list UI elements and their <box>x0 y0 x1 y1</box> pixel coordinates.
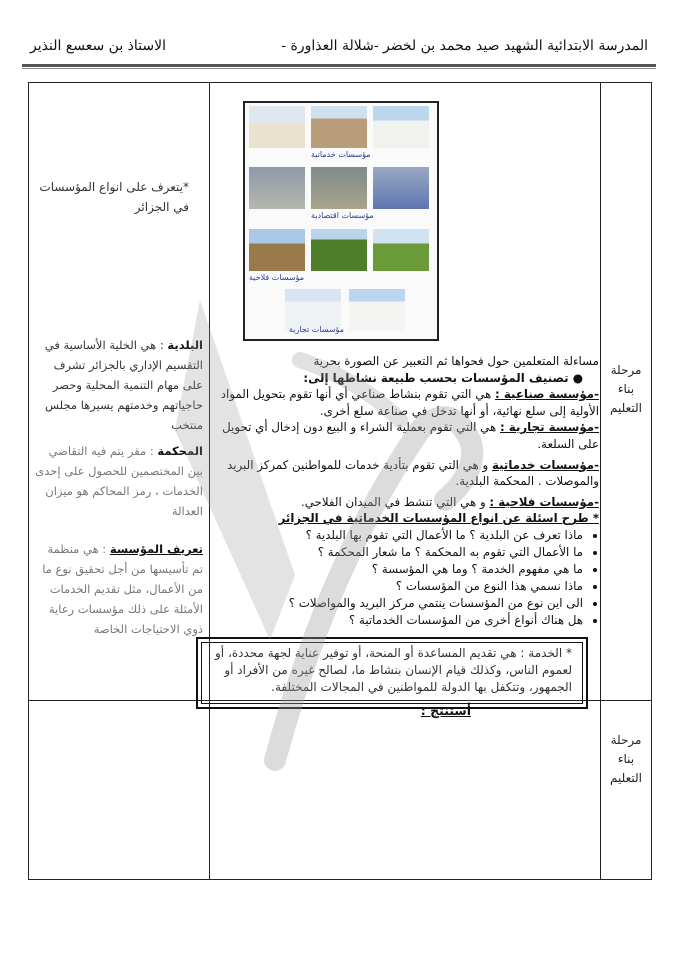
intro-line: مساءلة المتعلمين حول فحواها ثم التعبير عن الصورة بحرية <box>313 354 599 368</box>
page-header <box>30 38 648 60</box>
conclusion-text: * الخدمة : هي تقديم المساعدة أو المنحة، أو توفير عناية لجهة محددة، أو لعموم الناس، وكذلك قيام الإنسان بنشاط ما، لصالح غيره من الأفراد أو الجمهور، وتتكفل بها الدولة للمواطنين في المجالات المختلفة. <box>201 642 583 704</box>
mahkama-text: : مقر يتم فيه التقاضي بين المختصمين للحصول على إحدى الخدمات ، رمز المحاكم هو ميزان العدالة <box>35 444 203 518</box>
baladiya-text: : هي الخلية الأساسية في التقسيم الإداري بالجزائر تشرف على مهام التنمية المحلية وحصر حاجياتهم وخدمتهم يسيرها مجلس منتخب <box>44 338 203 432</box>
lesson-table <box>28 82 652 880</box>
photo-factory-1 <box>249 167 305 209</box>
classify-line: ● تصنيف المؤسسات بحسب طبيعة نشاطها إلى: <box>303 370 583 385</box>
industrial-term: -مؤسسة صناعية : <box>495 387 599 402</box>
question-item: • ماذا نسمي هذا النوع من المؤسسات ؟ <box>211 578 583 595</box>
commercial-text: هي التي تقوم بعملية الشراء و البيع دون إدخال أي تحويل على السلعة. <box>222 420 599 451</box>
service-paragraph <box>211 457 599 490</box>
muassasa-term: تعريف المؤسسة <box>109 542 203 556</box>
question-item: • ماذا تعرف عن البلدية ؟ ما الأعمال التي تقوم بها البلدية ؟ <box>211 527 583 544</box>
industrial-paragraph <box>211 386 599 419</box>
photo-building-1 <box>249 106 305 148</box>
photo-farm-3 <box>373 229 429 271</box>
question-item: • ما الأعمال التي تقوم به المحكمة ؟ ما شعار المحكمة ؟ <box>211 544 583 561</box>
service-text: و هي التي تقوم بتأدية خدمات للمواطنين كمركز البريد والموصلات . المحكمة البلدية. <box>227 457 599 489</box>
institutions-photo-collage <box>243 101 439 341</box>
agri-text: و هي التي تنشط في الميدان الفلاحي. <box>300 494 486 509</box>
service-term: -مؤسسات خدماتية <box>491 457 599 472</box>
questions-list <box>211 527 599 629</box>
photo-farm-2 <box>311 229 367 271</box>
header-rule-thin <box>22 68 656 69</box>
baladiya-definition <box>29 335 209 435</box>
column-divider-left <box>209 83 210 879</box>
teacher-name: الاستاذ بن سعسع النذير <box>30 38 167 54</box>
agri-paragraph <box>211 494 599 511</box>
commercial-paragraph <box>211 419 599 452</box>
industrial-text: هي التي تقوم بنشاط صناعي أي أنها تقوم بتحويل المواد الأولية إلى سلع نهائية، أو أنها تدخل في صناعة سلع أخرى. <box>220 387 599 418</box>
baladiya-term: البلدية <box>167 338 203 352</box>
question-item: • الى اين نوع من المؤسسات ينتمي مركز البريد والمواصلات ؟ <box>211 595 583 612</box>
agri-term: -مؤسسات فلاحية : <box>489 494 599 509</box>
caption-trade: مؤسسات تجارية <box>289 325 344 334</box>
conclusion-box <box>196 637 588 709</box>
photo-factory-3 <box>373 167 429 209</box>
caption-agriculture: مؤسسات فلاحية <box>249 273 305 282</box>
photo-building-3 <box>373 106 429 148</box>
photo-factory-2 <box>311 167 367 209</box>
caption-services: مؤسسات خدماتية <box>311 150 371 159</box>
commercial-term: -مؤسسة تجارية : <box>499 420 599 435</box>
stage-label-1: مرحلة بناء التعليم <box>610 363 642 415</box>
lesson-body <box>211 353 599 629</box>
muassasa-definition <box>29 539 209 639</box>
muassasa-text: : هي منظمة تم تأسيسها من أجل تحقيق نوع ما من الأعمال، مثل تقديم الخدمات الأمثلة على ذلك مؤسسات رعاية ذوي الاحتياجات الخاصة <box>42 542 203 636</box>
mahkama-term: المحكمة <box>157 444 203 458</box>
photo-farm-1 <box>249 229 305 271</box>
questions-title: * طرح اسئلة عن انواع المؤسسات الخدماتية في الجزائر <box>278 511 599 526</box>
question-item: • ما هي مفهوم الخدمة ؟ وما هي المؤسسة ؟ <box>211 561 583 578</box>
caption-economic: مؤسسات اقتصادية <box>311 211 374 220</box>
photo-commerce-2 <box>349 289 405 331</box>
classify-text: تصنيف المؤسسات بحسب طبيعة نشاطها إلى: <box>303 370 569 385</box>
photo-building-2 <box>311 106 367 148</box>
conclusion-title: أستنتج : <box>420 703 471 718</box>
school-name: المدرسة الابتدائية الشهيد صيد محمد بن لخضر -شلالة العذاورة - <box>281 38 648 54</box>
header-rule <box>22 64 656 67</box>
stage-label-2: مرحلة بناء التعليم <box>610 733 642 785</box>
mahkama-definition <box>29 441 209 521</box>
objective-text: *يتعرف على انواع المؤسسات في الجزائر <box>39 180 189 214</box>
question-item: • هل هناك أنواع أخرى من المؤسسات الخدماتية ؟ <box>211 612 583 629</box>
